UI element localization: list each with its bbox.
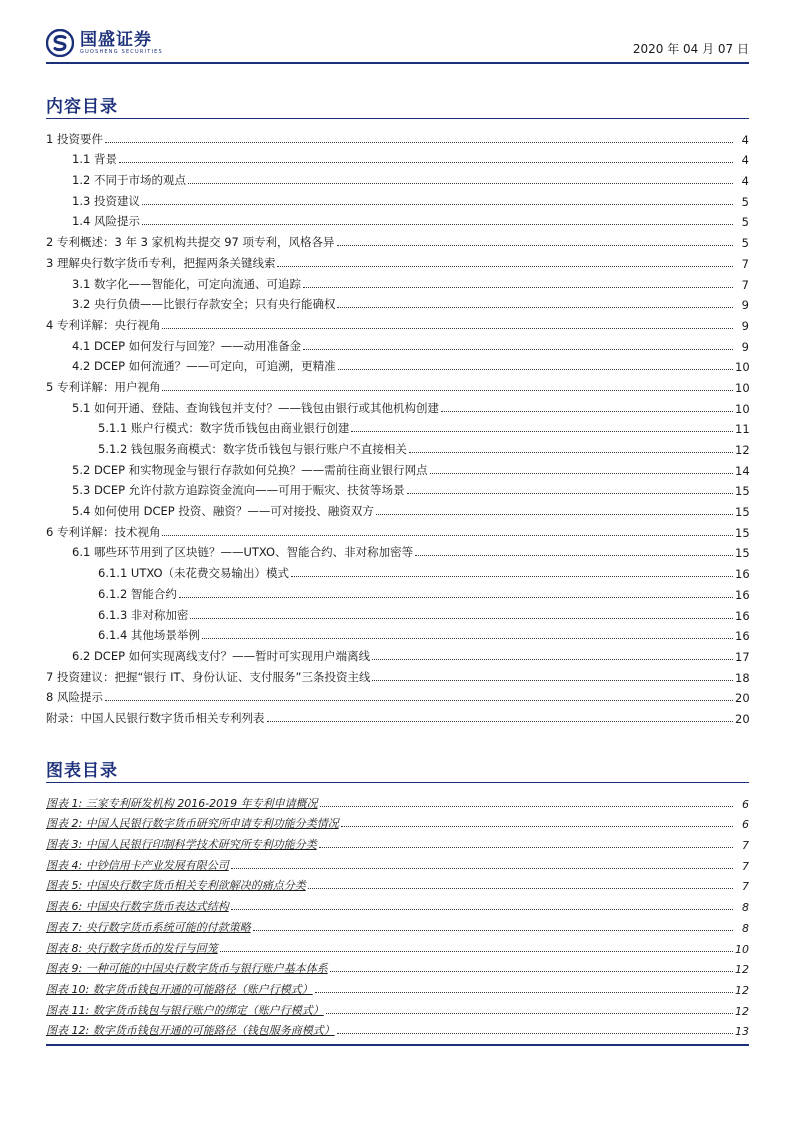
dot-leader xyxy=(338,369,733,370)
figure-entry-row[interactable] xyxy=(46,1018,749,1039)
dot-leader xyxy=(162,328,733,329)
toc-entry-row[interactable] xyxy=(46,416,749,437)
toc-entry-row[interactable] xyxy=(46,519,749,540)
toc-entry-row[interactable] xyxy=(46,209,749,230)
figure-entry-row[interactable] xyxy=(46,956,749,977)
dot-leader xyxy=(372,680,733,681)
figure-entry-row[interactable] xyxy=(46,893,749,914)
dot-leader xyxy=(190,618,733,619)
toc-entry-page-number: 7 xyxy=(741,256,749,271)
dot-leader xyxy=(315,992,733,993)
toc-entry-row[interactable] xyxy=(46,478,749,499)
dot-leader xyxy=(409,452,733,453)
toc-entry-label: 3.1 数字化——智能化，可定向流通、可追踪 xyxy=(72,276,301,291)
toc-entry-label: 1 投资要件 xyxy=(46,131,103,146)
dot-leader xyxy=(326,1013,733,1014)
table-of-contents xyxy=(46,126,749,726)
toc-entry-label: 4.1 DCEP 如何发行与回笼？——动用准备金 xyxy=(72,338,302,353)
dot-leader xyxy=(142,224,733,225)
toc-entry-page-number: 10 xyxy=(735,380,750,395)
toc-entry-row[interactable] xyxy=(46,457,749,478)
dot-leader xyxy=(162,390,733,391)
figure-entry-page-number: 13 xyxy=(735,1025,749,1039)
toc-entry-page-number: 16 xyxy=(735,629,750,644)
toc-entry-label: 1.3 投资建议 xyxy=(72,193,140,208)
figure-entry-page-number: 7 xyxy=(742,859,749,873)
figure-entry-page-number: 6 xyxy=(742,818,749,832)
figure-entry-row[interactable] xyxy=(46,831,749,852)
toc-entry-page-number: 9 xyxy=(741,339,749,354)
toc-entry-row[interactable] xyxy=(46,560,749,581)
toc-entry-label: 2 专利概述：3 年 3 家机构共提交 97 项专利，风格各异 xyxy=(46,235,335,250)
dot-leader xyxy=(291,576,733,577)
toc-entry-page-number: 4 xyxy=(741,174,749,189)
dot-leader xyxy=(415,555,733,556)
figure-entry-page-number: 7 xyxy=(742,880,749,894)
toc-entry-label: 5.4 如何使用 DCEP 投资、融资？——可对接投、融资双方 xyxy=(72,504,374,519)
toc-entry-label: 8 风险提示 xyxy=(46,690,103,705)
figure-entry-page-number: 10 xyxy=(735,942,749,956)
toc-entry-row[interactable] xyxy=(46,229,749,250)
toc-entry-page-number: 18 xyxy=(735,670,750,685)
report-date: 2020 年 04 月 07 日 xyxy=(632,42,749,56)
figure-entry-row[interactable] xyxy=(46,811,749,832)
figure-entry-label: 图表 12: 数字货币钱包开通的可能路径（钱包服务商模式） xyxy=(46,1024,335,1038)
figure-entry-label: 图表 1: 三家专利研发机构 2016-2019 年专利申请概况 xyxy=(46,796,318,810)
dot-leader xyxy=(407,493,733,494)
dot-leader xyxy=(162,535,733,536)
toc-entry-page-number: 12 xyxy=(735,443,750,457)
figure-entry-page-number: 7 xyxy=(742,839,749,853)
figure-entry-row[interactable] xyxy=(46,852,749,873)
company-logo xyxy=(46,24,163,62)
toc-entry-label: 6.1.2 智能合约 xyxy=(98,586,177,601)
toc-entry-row[interactable] xyxy=(46,581,749,602)
toc-entry-label: 1.4 风险提示 xyxy=(72,214,140,229)
toc-entry-page-number: 14 xyxy=(735,463,750,478)
toc-entry-page-number: 17 xyxy=(735,649,750,664)
toc-entry-label: 1.2 不同于市场的观点 xyxy=(72,173,186,188)
toc-entry-page-number: 5 xyxy=(741,194,749,209)
dot-leader xyxy=(303,287,733,288)
dot-leader xyxy=(351,431,733,432)
figure-entry-page-number: 8 xyxy=(742,901,749,915)
toc-entry-page-number: 20 xyxy=(735,711,750,726)
toc-entry-page-number: 10 xyxy=(735,360,750,375)
company-name-en: GUOSHENG SECURITIES xyxy=(80,48,163,55)
footer-divider xyxy=(46,1044,749,1046)
toc-entry-label: 4.2 DCEP 如何流通？——可定向，可追溯，更精准 xyxy=(72,359,336,374)
toc-entry-row[interactable] xyxy=(46,271,749,292)
toc-entry-label: 1.1 背景 xyxy=(72,152,117,167)
list-of-figures xyxy=(46,790,749,1038)
toc-title-divider xyxy=(46,118,749,119)
dot-leader xyxy=(372,659,733,660)
figure-entry-page-number: 12 xyxy=(735,1004,749,1018)
toc-entry-row[interactable] xyxy=(46,292,749,313)
dot-leader xyxy=(188,183,733,184)
toc-entry-page-number: 15 xyxy=(735,546,750,561)
toc-entry-row[interactable] xyxy=(46,147,749,168)
toc-entry-page-number: 16 xyxy=(735,608,750,623)
figure-entry-label: 图表 8: 央行数字货币的发行与回笼 xyxy=(46,941,218,955)
dot-leader xyxy=(231,868,733,869)
dot-leader xyxy=(253,930,733,931)
dot-leader xyxy=(330,971,733,972)
toc-entry-row[interactable] xyxy=(46,623,749,644)
toc-entry-label: 7 投资建议：把握“银行 IT、身份认证、支付服务”三条投资主线 xyxy=(46,669,371,684)
dot-leader xyxy=(430,473,733,474)
toc-entry-label: 3 理解央行数字货币专利，把握两条关键线索 xyxy=(46,255,276,270)
toc-entry-page-number: 10 xyxy=(735,401,750,416)
toc-entry-label: 5.1.2 钱包服务商模式：数字货币钱包与银行账户不直接相关 xyxy=(98,442,407,456)
toc-entry-row[interactable] xyxy=(46,436,749,457)
dot-leader xyxy=(277,266,733,267)
toc-entry-row[interactable] xyxy=(46,126,749,147)
figure-entry-label: 图表 9: 一种可能的中国央行数字货币与银行账户基本体系 xyxy=(46,962,328,976)
toc-entry-row[interactable] xyxy=(46,643,749,664)
figure-entry-row[interactable] xyxy=(46,914,749,935)
toc-entry-row[interactable] xyxy=(46,374,749,395)
figure-entry-row[interactable] xyxy=(46,790,749,811)
dot-leader xyxy=(105,142,733,143)
dot-leader xyxy=(303,349,733,350)
toc-entry-page-number: 15 xyxy=(735,484,750,499)
toc-entry-label: 5 专利详解：用户视角 xyxy=(46,379,161,394)
figure-entry-page-number: 6 xyxy=(742,797,749,811)
toc-entry-page-number: 16 xyxy=(735,587,750,602)
toc-entry-page-number: 15 xyxy=(735,525,750,540)
dot-leader xyxy=(319,847,733,848)
company-name-cn: 国盛证券 xyxy=(80,29,152,50)
dot-leader xyxy=(337,245,733,246)
figure-entry-row[interactable] xyxy=(46,935,749,956)
toc-entry-page-number: 9 xyxy=(741,298,749,313)
toc-entry-page-number: 5 xyxy=(741,236,749,251)
toc-entry-page-number: 11 xyxy=(735,422,750,437)
figure-entry-label: 图表 7: 央行数字货币系统可能的付款策略 xyxy=(46,920,251,934)
toc-entry-page-number: 20 xyxy=(735,691,750,706)
toc-title: 内容目录 xyxy=(46,97,118,117)
dot-leader xyxy=(376,514,733,515)
toc-entry-row[interactable] xyxy=(46,685,749,706)
toc-entry-page-number: 4 xyxy=(741,132,749,147)
dot-leader xyxy=(202,638,733,639)
toc-entry-page-number: 4 xyxy=(741,153,749,168)
toc-entry-row[interactable] xyxy=(46,498,749,519)
toc-entry-row[interactable] xyxy=(46,354,749,375)
header-divider xyxy=(46,62,749,64)
figure-entry-label: 图表 4: 中钞信用卡产业发展有限公司 xyxy=(46,858,229,872)
dot-leader xyxy=(337,307,733,308)
dot-leader xyxy=(231,909,733,910)
toc-entry-label: 6.2 DCEP 如何实现离线支付？——暂时可实现用户端离线 xyxy=(72,648,371,663)
figure-entry-page-number: 8 xyxy=(742,921,749,935)
toc-entry-row[interactable] xyxy=(46,540,749,561)
toc-entry-page-number: 15 xyxy=(735,505,750,520)
toc-entry-label: 5.1 如何开通、登陆、查询钱包并支付？——钱包由银行或其他机构创建 xyxy=(72,400,439,415)
dot-leader xyxy=(220,951,733,952)
dot-leader xyxy=(320,806,733,807)
toc-entry-row[interactable] xyxy=(46,664,749,685)
page-header xyxy=(46,24,749,62)
dot-leader xyxy=(142,204,733,205)
figure-entry-label: 图表 6: 中国央行数字货币表达式结构 xyxy=(46,900,229,914)
figure-entry-label: 图表 10: 数字货币钱包开通的可能路径（账户行模式） xyxy=(46,982,313,996)
toc-entry-label: 6.1 哪些环节用到了区块链？——UTXO、智能合约、非对称加密等 xyxy=(72,545,414,560)
toc-entry-label: 6 专利详解：技术视角 xyxy=(46,524,161,539)
toc-entry-label: 5.1.1 账户行模式：数字货币钱包由商业银行创建 xyxy=(98,421,350,436)
toc-entry-page-number: 16 xyxy=(735,567,750,582)
figures-title-divider xyxy=(46,782,749,783)
toc-entry-label: 5.3 DCEP 允许付款方追踪资金流向——可用于赈灾、扶贫等场景 xyxy=(72,483,405,498)
dot-leader xyxy=(267,721,734,722)
dot-leader xyxy=(119,162,733,163)
toc-entry-row[interactable] xyxy=(46,312,749,333)
figure-entry-label: 图表 3: 中国人民银行印制科学技术研究所专利功能分类 xyxy=(46,838,317,852)
figure-entry-row[interactable] xyxy=(46,873,749,894)
toc-entry-row[interactable] xyxy=(46,250,749,271)
figure-entry-label: 图表 2: 中国人民银行数字货币研究所申请专利功能分类情况 xyxy=(46,817,339,831)
dot-leader xyxy=(341,826,733,827)
dot-leader xyxy=(179,597,733,598)
toc-entry-row[interactable] xyxy=(46,188,749,209)
toc-entry-row[interactable] xyxy=(46,705,749,726)
toc-entry-row[interactable] xyxy=(46,167,749,188)
guosheng-logo-icon xyxy=(46,29,74,57)
toc-entry-label: 6.1.3 非对称加密 xyxy=(98,607,189,622)
toc-entry-label: 6.1.4 其他场景举例 xyxy=(98,628,200,643)
toc-entry-row[interactable] xyxy=(46,395,749,416)
dot-leader xyxy=(337,1033,733,1034)
toc-entry-label: 5.2 DCEP 和实物现金与银行存款如何兑换？——需前往商业银行网点 xyxy=(72,462,428,477)
figure-entry-label: 图表 5: 中国央行数字货币相关专利欲解决的痛点分类 xyxy=(46,879,306,893)
dot-leader xyxy=(308,888,733,889)
figure-entry-row[interactable] xyxy=(46,997,749,1018)
toc-entry-label: 4 专利详解：央行视角 xyxy=(46,317,161,332)
figures-title: 图表目录 xyxy=(46,761,118,781)
toc-entry-label: 3.2 央行负债——比银行存款安全；只有央行能确权 xyxy=(72,297,336,312)
toc-entry-label: 附录：中国人民银行数字货币相关专利列表 xyxy=(46,710,265,725)
figure-entry-page-number: 12 xyxy=(735,983,749,997)
figure-entry-row[interactable] xyxy=(46,976,749,997)
dot-leader xyxy=(441,411,733,412)
figure-entry-page-number: 12 xyxy=(735,963,749,977)
toc-entry-page-number: 7 xyxy=(741,277,749,292)
toc-entry-label: 6.1.1 UTXO（未花费交易输出）模式 xyxy=(98,566,290,581)
toc-entry-page-number: 9 xyxy=(741,318,749,333)
toc-entry-page-number: 5 xyxy=(741,215,749,230)
toc-entry-row[interactable] xyxy=(46,333,749,354)
toc-entry-row[interactable] xyxy=(46,602,749,623)
dot-leader xyxy=(105,700,733,701)
figure-entry-label: 图表 11: 数字货币钱包与银行账户的绑定（账户行模式） xyxy=(46,1003,324,1017)
